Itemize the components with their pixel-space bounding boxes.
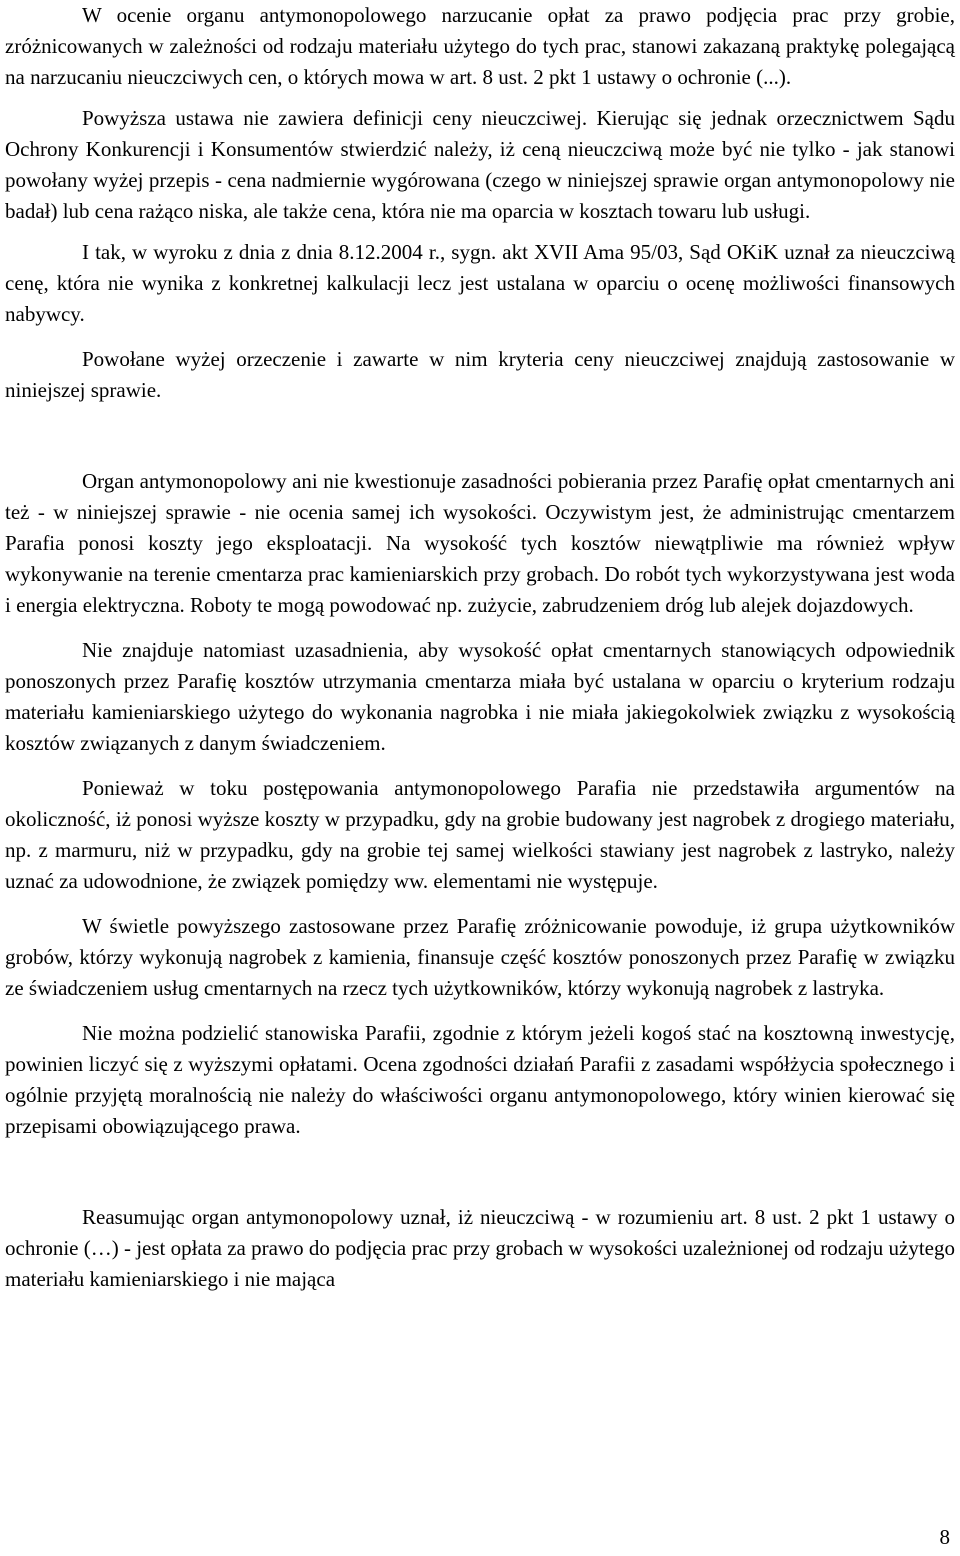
paragraph-3: I tak, w wyroku z dnia z dnia 8.12.2004 r., sygn. akt XVII Ama 95/03, Sąd OKiK uznał za nieuczciwą cenę, która nie wynika z konkretnej kalkulacji lecz jest ustalana w oparciu o ocenę możliwości finansowych nabywcy. [5, 240, 955, 326]
document-page [5, 0, 955, 1295]
paragraph-1: W ocenie organu antymonopolowego narzucanie opłat za prawo podjęcia prac przy grobie, zróżnicowanych w zależności od rodzaju materiału użytego do tych prac, stanowi zakazaną praktykę polegającą na narzucaniu nieuczciwych cen, o których mowa w art. 8 ust. 2 pkt 1 ustawy o ochronie (...). [5, 3, 955, 89]
paragraph-7: Ponieważ w toku postępowania antymonopolowego Parafia nie przedstawiła argumentów na okoliczność, iż ponosi wyższe koszty w przypadku, gdy na grobie budowany jest nagrobek z drogiego materiału, np. z marmuru, niż w przypadku, gdy na grobie tej samej wielkości stawiany jest nagrobek z lastryko, należy uznać za udowodnione, że związek pomiędzy ww. elementami nie występuje. [5, 776, 955, 893]
paragraph-6: Nie znajduje natomiast uzasadnienia, aby wysokość opłat cmentarnych stanowiących odpowiednik ponoszonych przez Parafię kosztów utrzymania cmentarza miała być ustalana w oparciu o kryterium rodzaju materiału kamieniarskiego użytego do wykonania nagrobka i nie miała jakiegokolwiek związku z wysokością kosztów związanych z danym świadczeniem. [5, 638, 955, 755]
paragraph-10: Reasumując organ antymonopolowy uznał, iż nieuczciwą - w rozumieniu art. 8 ust. 2 pkt 1 ustawy o ochronie (…) - jest opłata za prawo do podjęcia prac przy grobach w wysokości uzależnionej od rodzaju użytego materiału kamieniarskiego i nie mająca [5, 1205, 955, 1291]
paragraph-5: Organ antymonopolowy ani nie kwestionuje zasadności pobierania przez Parafię opłat cmentarnych ani też - w niniejszej sprawie - nie ocenia samej ich wysokości. Oczywistym jest, że administrując cmentarzem Parafia ponosi koszty jego eksploatacji. Na wysokość tych kosztów niewątpliwie ma również wpływ wykonywanie na terenie cmentarza prac kamieniarskich przy grobach. Do robót tych wykorzystywana jest woda i energia elektryczna. Roboty te mogą powodować np. zużycie, zabrudzeniem dróg lub alejek dojazdowych. [5, 469, 955, 617]
paragraph-2: Powyższa ustawa nie zawiera definicji ceny nieuczciwej. Kierując się jednak orzecznictwem Sądu Ochrony Konkurencji i Konsumentów stwierdzić należy, iż ceną nieuczciwą może być nie tylko - jak stanowi powołany wyżej przepis - cena nadmiernie wygórowana (czego w niniejszej sprawie organ antymonopolowy nie badał) lub cena rażąco niska, ale także cena, która nie ma oparcia w kosztach towaru lub usługi. [5, 106, 955, 223]
paragraph-4: Powołane wyżej orzeczenie i zawarte w nim kryteria ceny nieuczciwej znajdują zastosowanie w niniejszej sprawie. [5, 347, 955, 402]
page-number: 8 [939, 1525, 950, 1549]
paragraph-8: W świetle powyższego zastosowane przez Parafię zróżnicowanie powoduje, iż grupa użytkowników grobów, którzy wykonują nagrobek z kamienia, finansuje część kosztów ponoszonych przez Parafię w związku ze świadczeniem usług cmentarnych na rzecz tych użytkowników, którzy wykonują nagrobek z lastryka. [5, 914, 955, 1000]
paragraph-9: Nie można podzielić stanowiska Parafii, zgodnie z którym jeżeli kogoś stać na kosztowną inwestycję, powinien liczyć się z wyższymi opłatami. Ocena zgodności działań Parafii z zasadami współżycia społecznego i ogólnie przyjętą moralnością nie należy do właściwości organu antymonopolowego, który winien kierować się przepisami obowiązującego prawa. [5, 1021, 955, 1138]
